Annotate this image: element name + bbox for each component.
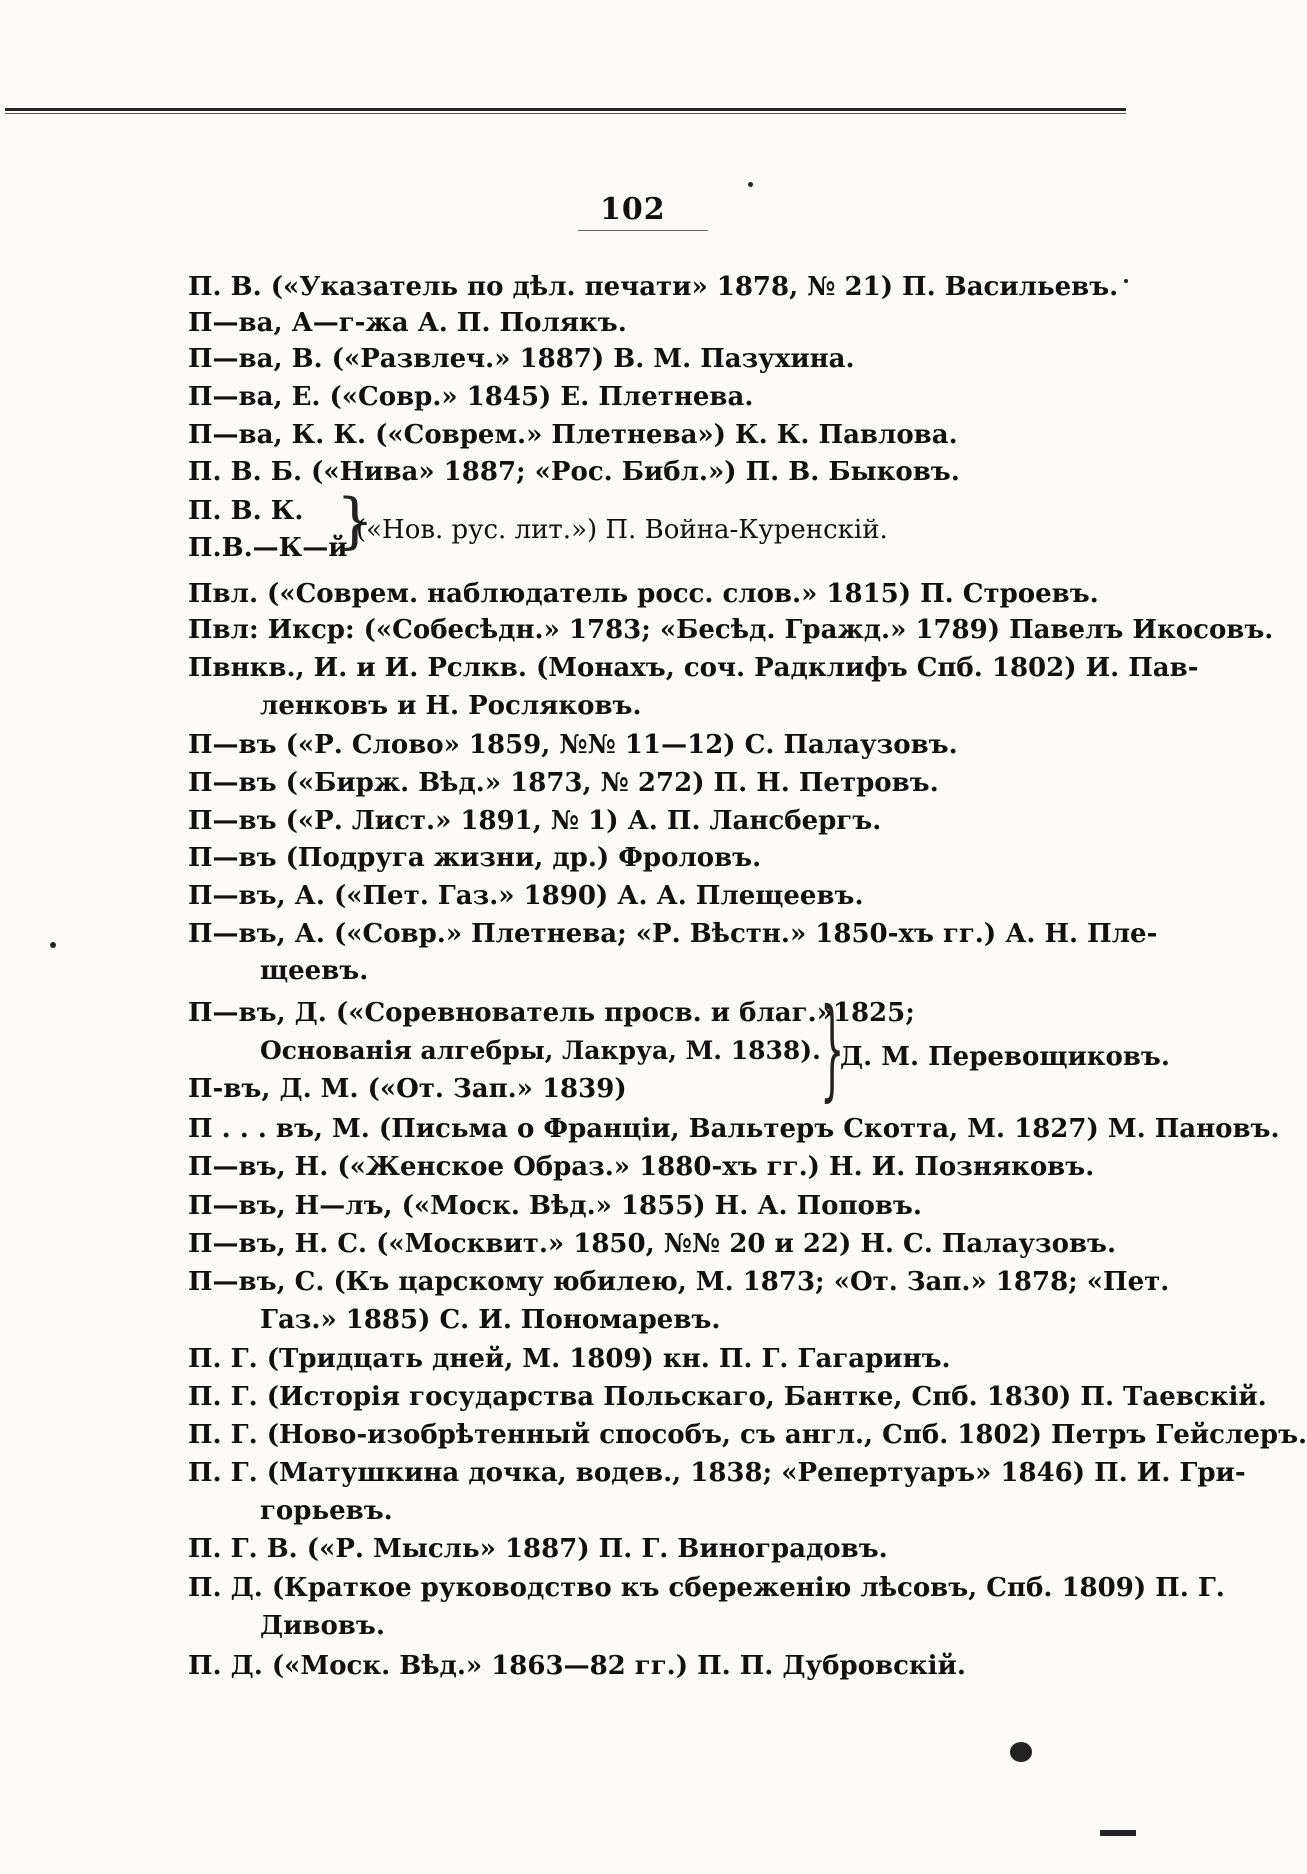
entry-line: Пвл: Икср: («Собесѣдн.» 1783; «Бесѣд. Гражд.» 1789) Павелъ Икосовъ. <box>188 615 1274 645</box>
entry-line: горьевъ. <box>260 1496 393 1526</box>
entry-line: П—ва, В. («Развлеч.» 1887) В. М. Пазухина. <box>188 344 855 374</box>
ink-speck <box>748 182 753 187</box>
page-number: 102 <box>600 192 666 227</box>
entry-shared-text: («Нов. рус. лит.») П. Война-Куренскій. <box>356 515 888 545</box>
entry-line: П—въ («Р. Слово» 1859, №№ 11—12) С. Палаузовъ. <box>188 730 958 760</box>
entry-line: ленковъ и Н. Росляковъ. <box>260 691 642 721</box>
entry-line: П. Г. В. («Р. Мысль» 1887) П. Г. Виноградовъ. <box>188 1534 888 1564</box>
entry-line: Дивовъ. <box>260 1611 385 1641</box>
entry-line: П—въ, Н. С. («Москвит.» 1850, №№ 20 и 22) Н. С. Палаузовъ. <box>188 1229 1117 1259</box>
entry-line: П. Г. (Исторія государства Польскаго, Бантке, Спб. 1830) П. Таевскій. <box>188 1382 1267 1412</box>
ink-blot <box>1010 1742 1032 1762</box>
entry-shared-text: Д. М. Перевощиковъ. <box>840 1042 1170 1072</box>
brace: } <box>336 486 375 556</box>
entry-line: П—ва, К. К. («Соврем.» Плетнева») К. К. Павлова. <box>188 420 958 450</box>
entry-line: П. В. Б. («Нива» 1887; «Рос. Библ.») П. В. Быковъ. <box>188 457 960 487</box>
entry-line: П . . . въ, М. (Письма о Франціи, Вальтеръ Скотта, М. 1827) М. Пановъ. <box>188 1114 1280 1144</box>
entry-line: П. Д. (Краткое руководство къ сбереженію лѣсовъ, Спб. 1809) П. Г. <box>188 1573 1225 1603</box>
ink-speck <box>1124 279 1128 283</box>
entry-line: П—въ, Д. («Соревнователь просв. и благ.»1825; <box>188 998 915 1028</box>
entry-line: П—въ, А. («Пет. Газ.» 1890) А. А. Плещеевъ. <box>188 881 864 911</box>
entry-line: П—въ, Н—лъ, («Моск. Вѣд.» 1855) Н. А. Поповъ. <box>188 1191 922 1221</box>
entry-line: Газ.» 1885) С. И. Пономаревъ. <box>260 1305 721 1335</box>
entry-line: П—ва, Е. («Совр.» 1845) Е. Плетнева. <box>188 382 754 412</box>
entry-line: П. Д. («Моск. Вѣд.» 1863—82 гг.) П. П. Дубровскій. <box>188 1651 966 1681</box>
entry-line: П. В. («Указатель по дѣл. печати» 1878, № 21) П. Васильевъ. <box>188 272 1119 302</box>
entry-line: П—въ (Подруга жизни, др.) Фроловъ. <box>188 843 762 873</box>
entry-line: П—въ, Н. («Женское Образ.» 1880-хъ гг.) Н. И. Позняковъ. <box>188 1152 1095 1182</box>
entry-line: П. В. К. <box>188 496 304 526</box>
entry-line: Пвл. («Соврем. наблюдатель росс. слов.» 1815) П. Строевъ. <box>188 579 1099 609</box>
entry-line: П.В.—К—й <box>188 533 348 563</box>
entry-line: Пвнкв., И. и И. Рслкв. (Монахъ, соч. Радклифъ Спб. 1802) И. Пав- <box>188 653 1199 683</box>
entry-line: Основанія алгебры, Лакруа, М. 1838). <box>260 1036 821 1065</box>
entry-line: П—въ, А. («Совр.» Плетнева; «Р. Вѣстн.» 1850-хъ гг.) А. Н. Пле- <box>188 919 1158 949</box>
scan-mark <box>1100 1830 1136 1836</box>
entry-line: П. Г. (Тридцать дней, М. 1809) кн. П. Г. Гагаринъ. <box>188 1344 951 1374</box>
entry-line: П—въ, С. (Къ царскому юбилею, М. 1873; «От. Зап.» 1878; «Пет. <box>188 1267 1170 1297</box>
entry-line: П-въ, Д. М. («От. Зап.» 1839) <box>188 1074 627 1104</box>
entry-line: П. Г. (Матушкина дочка, водев., 1838; «Репертуаръ» 1846) П. И. Гри- <box>188 1458 1246 1488</box>
entry-line: П. Г. (Ново-изобрѣтенный способъ, съ англ., Спб. 1802) Петръ Гейслеръ. <box>188 1420 1307 1450</box>
entry-line: П—ва, А—г-жа А. П. Полякъ. <box>188 308 627 338</box>
ink-speck <box>50 942 56 948</box>
entry-line: П—въ («Р. Лист.» 1891, № 1) А. П. Лансбергъ. <box>188 806 882 836</box>
brace: } <box>820 984 845 1112</box>
entry-line: щеевъ. <box>260 956 369 986</box>
entry-line: П—въ («Бирж. Вѣд.» 1873, № 272) П. Н. Петровъ. <box>188 768 939 798</box>
